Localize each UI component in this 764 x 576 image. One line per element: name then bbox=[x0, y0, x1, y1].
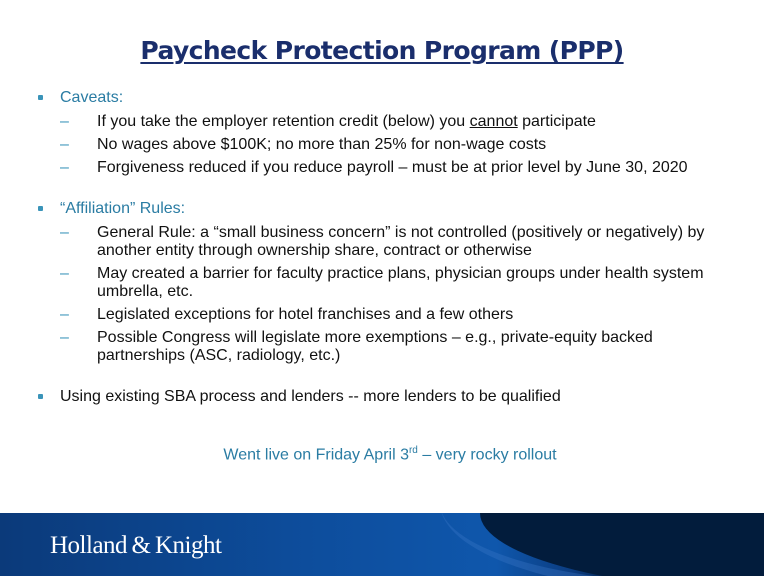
swoosh-highlight-decoration bbox=[440, 513, 764, 576]
bullet-icon bbox=[38, 206, 43, 211]
list-item bbox=[38, 224, 738, 260]
list-item bbox=[38, 329, 738, 365]
list-item bbox=[38, 306, 738, 324]
dash-icon: – bbox=[60, 329, 69, 346]
section-affiliation bbox=[38, 199, 738, 219]
dash-icon: – bbox=[60, 159, 69, 176]
note-text: Went live on Friday April 3 bbox=[223, 446, 409, 464]
bullet-icon bbox=[38, 95, 43, 100]
list-item bbox=[38, 159, 738, 177]
list-item bbox=[38, 136, 738, 154]
item-text: Possible Congress will legislate more exemptions – e.g., private-equity backed partnerships (ASC, radiology, etc.) bbox=[97, 329, 653, 364]
section-heading: “Affiliation” Rules: bbox=[60, 200, 186, 217]
emphasis-cannot: cannot bbox=[469, 113, 518, 130]
slide-content bbox=[38, 88, 738, 407]
holland-knight-logo: Holland & Knight bbox=[50, 532, 222, 559]
dash-icon: – bbox=[60, 265, 69, 282]
item-text: General Rule: a “small business concern” is not controlled (positively or negatively) by another entity through ownership share, contract or otherwise bbox=[97, 224, 705, 259]
dash-icon: – bbox=[60, 224, 69, 241]
item-text: May created a barrier for faculty practice plans, physician groups under health system umbrella, etc. bbox=[97, 265, 704, 300]
section-caveats bbox=[38, 88, 738, 108]
rollout-note bbox=[0, 445, 764, 464]
item-text: If you take the employer retention credit (below) you bbox=[97, 113, 470, 130]
item-text: Legislated exceptions for hotel franchises and a few others bbox=[97, 306, 514, 323]
item-text: participate bbox=[517, 113, 596, 130]
dash-icon: – bbox=[60, 306, 69, 323]
bullet-icon bbox=[38, 394, 43, 399]
section-heading: Caveats: bbox=[60, 89, 124, 106]
note-text: – very rocky rollout bbox=[417, 446, 557, 464]
item-text: Forgiveness reduced if you reduce payroll – must be at prior level by June 30, 2020 bbox=[97, 159, 688, 176]
dash-icon: – bbox=[60, 113, 69, 130]
section-sba bbox=[38, 387, 738, 407]
dash-icon: – bbox=[60, 136, 69, 153]
list-item bbox=[38, 265, 738, 301]
list-item bbox=[38, 113, 738, 131]
slide-title: Paycheck Protection Program (PPP) bbox=[140, 36, 624, 65]
item-text: No wages above $100K; no more than 25% for non-wage costs bbox=[97, 136, 547, 153]
note-superscript: rd bbox=[408, 445, 418, 456]
section-heading: Using existing SBA process and lenders -- more lenders to be qualified bbox=[60, 388, 561, 405]
footer-banner bbox=[0, 513, 764, 576]
